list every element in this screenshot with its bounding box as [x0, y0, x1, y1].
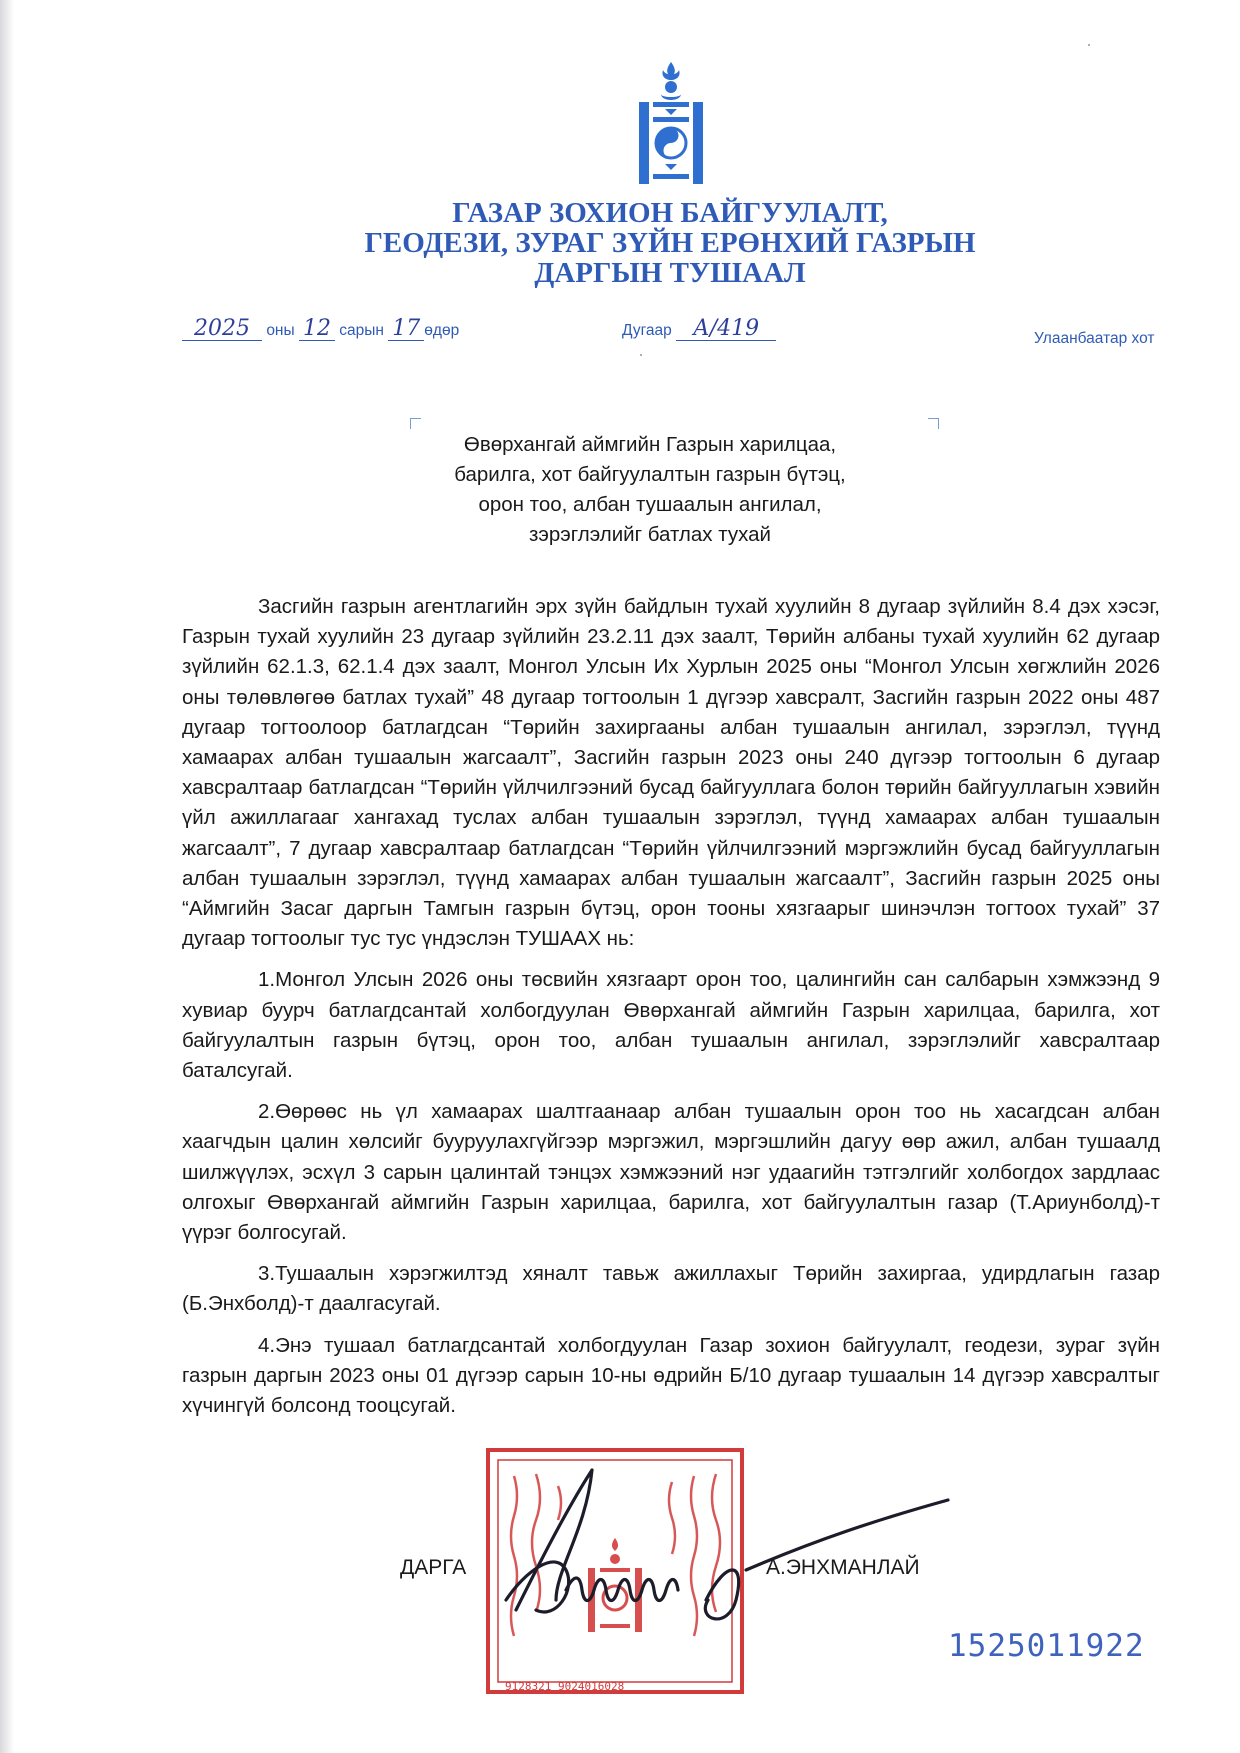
- order-body: [182, 592, 1160, 1432]
- order-item-3: 3.Тушаалын хэрэгжилтэд хяналт тавьж ажиллахыг Төрийн захиргаа, удирдлагын газар (Б.Энхболд)-т даалгасугай.: [182, 1262, 1160, 1316]
- subject-bracket-left: [410, 418, 421, 429]
- order-item-1: 1.Монгол Улсын 2026 оны төсвийн хязгаарт орон тоо, цалингийн сан салбарын хэмжээнд 9 хувиар буурч батлагдсантай холбогдуулан Өвөрхангай аймгийн Газрын харилцаа, барилга, хот байгуулалтын газрын бүтэц, орон тоо, албан тушаалын ангилал, зэрэглэлийг хавсралтаар баталсугай.: [182, 968, 1160, 1083]
- org-title-line: ДАРГЫН ТУШААЛ: [534, 257, 806, 289]
- subject-line: Өвөрхангай аймгийн Газрын харилцаа,: [463, 433, 837, 456]
- year-suffix: оны: [266, 322, 295, 339]
- date-field: [182, 318, 459, 341]
- preamble-paragraph: Засгийн газрын агентлагийн эрх зүйн байдлын тухай хуулийн 8 дугаар зүйлийн 8.4 дэх хэсэг, Газрын тухай хуулийн 23 дугаар зүйлийн 23.2.11 дэх заалт, Төрийн албаны тухай хуулийн 62 дугаар зүйлийн 62.1.3, 62.1.4 дэх заалт, Монгол Улсын Их Хурлын 2025 оны “Монгол Улсын хөгжлийн 2026 оны төлөвлөгөө батлах тухай” 48 дугаар тогтоолын 1 дүгээр хавсралт, Засгийн газрын 2022 оны 487 дугаар тогтоолоор батлагдсан “Төрийн захиргааны албан тушаалын ангилал, зэрэглэл, түүнд хамаарах албан тушаалын жагсаалт”, Засгийн газрын 2023 оны 240 дүгээр тогтоолын 6 дугаар хавсралтаар батлагдсан “Төрийн үйлчилгээний бусад байгууллага болон төрийн байгууллагын хэвийн үйл ажиллагааг хангахад туслах албан тушаалын зэрэглэл, түүнд хамаарах албан тушаалын жагсаалт”, 7 дугаар хавсралтаар батлагдсан “Төрийн үйлчилгээний мэргэжлийн бусад байгууллагын албан тушаалын зэрэглэл, түүнд хамаарах албан тушаалын жагсаалт”, Засгийн газрын 2025 оны “Аймгийн Засаг даргын Тамгын газрын бүтэц, орон тооны хязгаарыг шинэчлэн тогтоох тухай” 37 дугаар тогтоолыг тус тус үндэслэн ТУШААХ нь:: [182, 595, 1160, 951]
- month-suffix: сарын: [339, 322, 384, 339]
- year-handwritten: 2025: [182, 318, 262, 341]
- org-title-line: ГАЗАР ЗОХИОН БАЙГУУЛАЛТ,: [452, 197, 888, 229]
- subject-line: зэрэглэлийг батлах тухай: [529, 523, 771, 546]
- org-title-line: ГЕОДЕЗИ, ЗУРАГ ЗҮЙН ЕРӨНХИЙ ГАЗРЫН: [364, 227, 976, 259]
- soyombo-emblem-icon: [635, 60, 707, 190]
- stamp-number: 9128321 9024016028: [505, 1680, 625, 1693]
- number-handwritten: А/419: [676, 318, 776, 341]
- scan-edge: [0, 0, 14, 1753]
- handwritten-signature: [496, 1450, 956, 1640]
- signatory-name: А.ЭНХМАНЛАЙ: [766, 1556, 920, 1579]
- order-item-4: 4.Энэ тушаал батлагдсантай холбогдуулан Газар зохион байгуулалт, геодези, зураг зүйн газрын даргын 2023 оны 01 дүгээр сарын 10-ны өдрийн Б/10 дугаар тушаалын 14 дүгээр хавсралтыг хүчингүй болсонд тооцсугай.: [182, 1333, 1160, 1418]
- subject-block: [370, 430, 930, 550]
- subject-line: барилга, хот байгуулалтын газрын бүтэц,: [454, 463, 846, 486]
- scan-speck: [1088, 44, 1090, 46]
- day-handwritten: 17: [388, 318, 424, 341]
- scan-speck: [640, 354, 642, 356]
- order-item-2: 2.Өөрөөс нь үл хамаарах шалтгаанаар албан тушаалын орон тоо нь хасагдсан албан хаагчдын цалин хөлсийг бууруулахгүйгээр мэргэжил, мэргэшлийн дагуу өөр ажил, албан тушаалд шилжүүлэх, эсхүл 3 сарын цалинтай тэнцэх хэмжээний нэг удаагийн тэтгэлгийг холбогдох зардлаас олгохыг Өвөрхангай аймгийн Газрын харилцаа, барилга, хот байгуулалтын газар (Т.Ариунболд)-т үүрэг болгосугай.: [182, 1100, 1160, 1245]
- signatory-role: ДАРГА: [400, 1556, 467, 1579]
- number-field: [622, 318, 776, 341]
- city-label: Улаанбаатар хот: [1034, 330, 1155, 347]
- subject-line: орон тоо, албан тушаалын ангилал,: [478, 493, 822, 516]
- day-suffix: өдөр: [424, 322, 460, 339]
- subject-bracket-right: [928, 418, 939, 429]
- number-label: Дугаар: [622, 322, 672, 339]
- registration-number: 1525011922: [948, 1628, 1145, 1664]
- month-handwritten: 12: [299, 318, 335, 341]
